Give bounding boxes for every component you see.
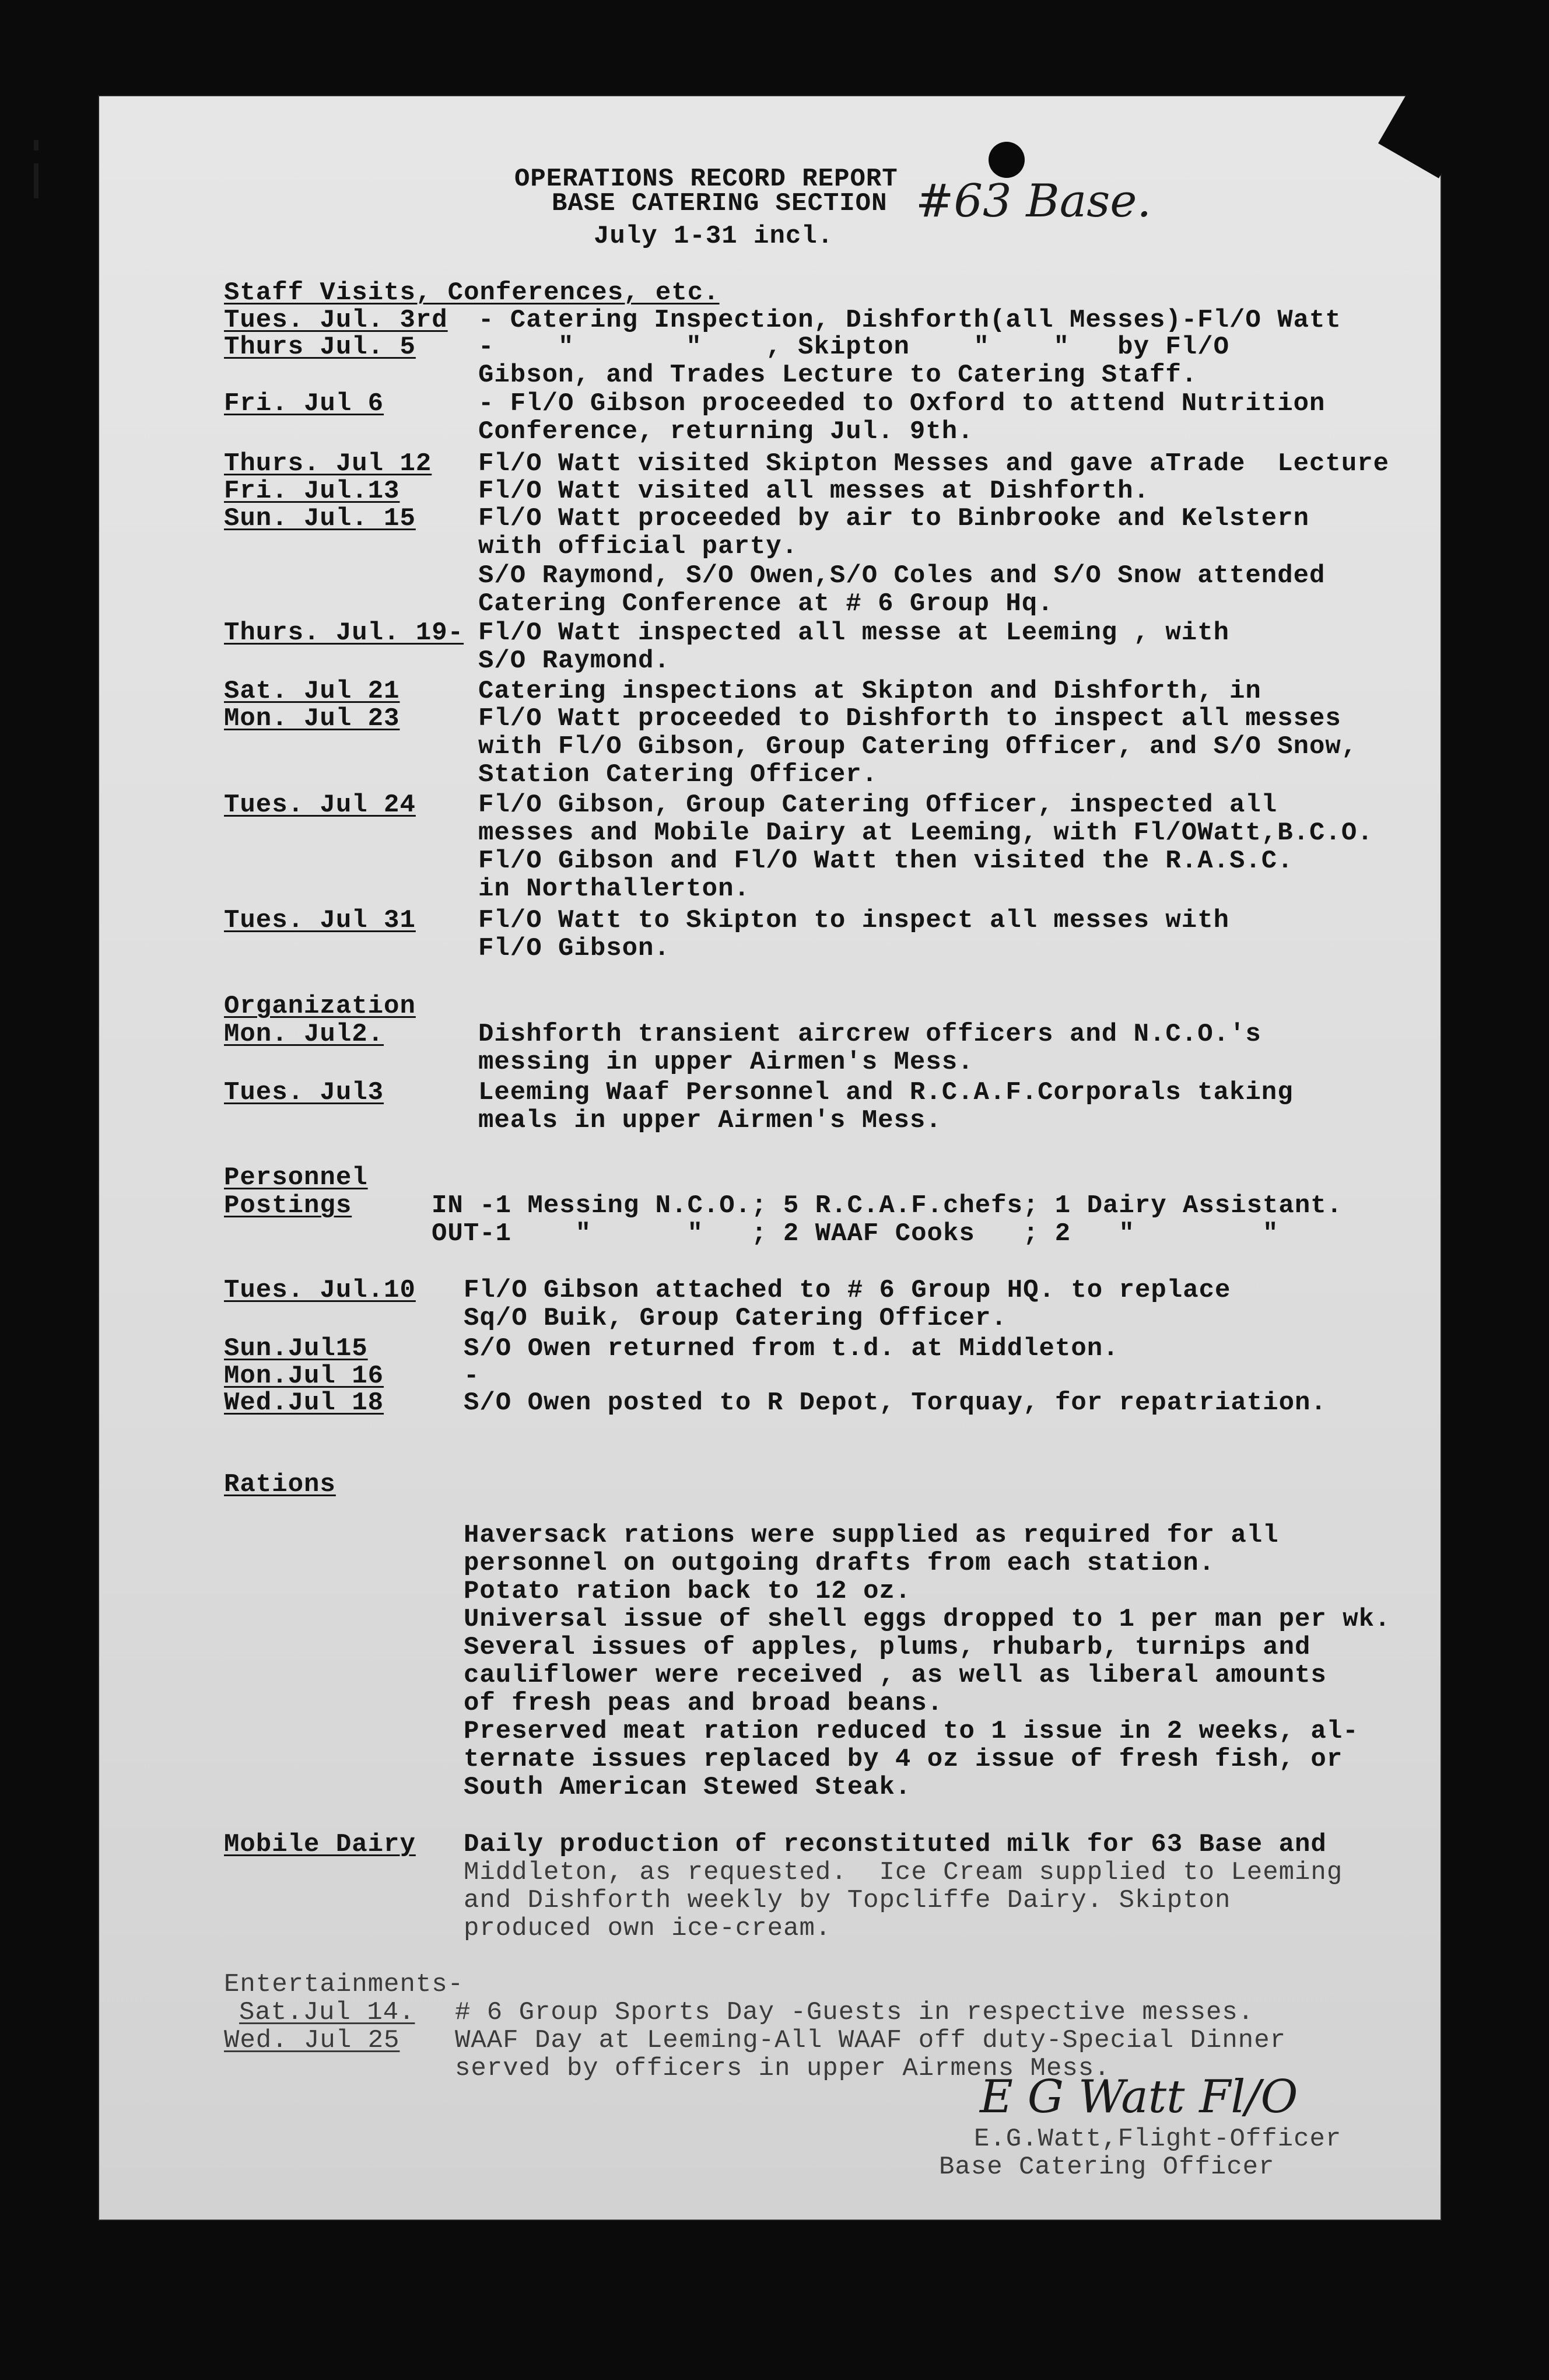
rations-line: Haversack rations were supplied as required for all (464, 1521, 1279, 1550)
entry-text: S/O Owen returned from t.d. at Middleton. (464, 1334, 1119, 1363)
document-page (99, 96, 1441, 2220)
report-period: July 1-31 incl. (594, 222, 834, 251)
rations-line: of fresh peas and broad beans. (464, 1689, 944, 1718)
entry-date: Tues. Jul3 (224, 1078, 384, 1107)
rations-line: Preserved meat ration reduced to 1 issue in 2 weeks, al- (464, 1717, 1359, 1746)
rations-line: South American Stewed Steak. (464, 1773, 912, 1802)
rations-line: ternate issues replaced by 4 oz issue of fresh fish, or (464, 1745, 1343, 1774)
entry-text: Fl/O Gibson, Group Catering Officer, inspected all (478, 790, 1278, 820)
entry-text: # 6 Group Sports Day -Guests in respective messes. (455, 1998, 1254, 2027)
entry-text: Conference, returning Jul. 9th. (478, 417, 974, 446)
dairy-line: and Dishforth weekly by Topcliffe Dairy. Skipton (464, 1886, 1231, 1915)
entry-text: served by officers in upper Airmens Mess. (455, 2054, 1110, 2083)
rations-line: Universal issue of shell eggs dropped to 1 per man per wk. (464, 1605, 1391, 1634)
entry-date: Mon. Jul2. (224, 1020, 384, 1049)
entry-date: Fri. Jul.13 (224, 477, 400, 506)
entry-text: Fl/O Gibson attached to # 6 Group HQ. to replace (464, 1276, 1231, 1305)
postings-label: Postings (224, 1191, 352, 1220)
entry-text: - (464, 1362, 480, 1391)
entry-text: Station Catering Officer. (478, 760, 878, 789)
entry-date: Tues. Jul. 3rd (224, 306, 448, 335)
entry-date: Wed.Jul 18 (224, 1388, 384, 1418)
handwritten-annotation: #63 Base. (916, 175, 1152, 228)
entry-text: Fl/O Watt visited all messes at Dishforth. (478, 477, 1150, 506)
report-title: OPERATIONS RECORD REPORT (514, 164, 898, 194)
entry-date: Tues. Jul.10 (224, 1276, 416, 1305)
entry-text: - Catering Inspection, Dishforth(all Messes)-Fl/O Watt (478, 306, 1341, 335)
entry-text: with Fl/O Gibson, Group Catering Officer, and S/O Snow, (478, 732, 1358, 761)
folded-corner (1378, 72, 1480, 178)
entry-text: messes and Mobile Dairy at Leeming, with Fl/OWatt,B.C.O. (478, 818, 1373, 848)
section-title: BASE CATERING SECTION (552, 189, 888, 218)
dairy-line: Middleton, as requested. Ice Cream supplied to Leeming (464, 1858, 1343, 1887)
rations-heading: Rations (224, 1470, 336, 1499)
organization-heading: Organization (224, 992, 416, 1021)
entry-date: Tues. Jul 24 (224, 790, 416, 820)
entry-text: with official party. (478, 532, 798, 561)
punch-hole (989, 142, 1025, 178)
entry-date: Wed. Jul 25 (224, 2026, 400, 2055)
mobile-dairy-heading: Mobile Dairy (224, 1830, 416, 1859)
entry-text: Gibson, and Trades Lecture to Catering Staff. (478, 360, 1198, 390)
entry-date: Mon.Jul 16 (224, 1362, 384, 1391)
entry-date: Sat. Jul 21 (224, 677, 400, 706)
dairy-line: produced own ice-cream. (464, 1914, 832, 1943)
personnel-heading: Personnel (224, 1163, 368, 1192)
entry-text: S/O Owen posted to R Depot, Torquay, for repatriation. (464, 1388, 1327, 1418)
entry-text: Sq/O Buik, Group Catering Officer. (464, 1304, 1007, 1333)
entry-text: Fl/O Gibson. (478, 934, 670, 963)
entry-text: Fl/O Watt visited Skipton Messes and gave aTrade Lecture (478, 449, 1390, 478)
entry-date: Tues. Jul 31 (224, 906, 416, 935)
scan-mark (34, 140, 38, 150)
entry-text: Fl/O Watt to Skipton to inspect all messes with (478, 906, 1230, 935)
entry-text: Fl/O Watt proceeded to Dishforth to inspect all messes (478, 704, 1341, 733)
entry-text: in Northallerton. (478, 874, 750, 904)
dairy-line: Daily production of reconstituted milk for 63 Base and (464, 1830, 1327, 1859)
entry-text: - Fl/O Gibson proceeded to Oxford to attend Nutrition (478, 389, 1326, 418)
postings-out: OUT-1 " " ; 2 WAAF Cooks ; 2 " " (432, 1219, 1279, 1248)
postings-in: IN -1 Messing N.C.O.; 5 R.C.A.F.chefs; 1 Dairy Assistant. (432, 1191, 1343, 1220)
signatory-name: E.G.Watt,Flight-Officer (974, 2124, 1342, 2154)
entry-date: Thurs Jul. 5 (224, 332, 416, 362)
rations-line: Potato ration back to 12 oz. (464, 1577, 912, 1606)
entry-date: Thurs. Jul 12 (224, 449, 432, 478)
scan-mark (34, 163, 38, 198)
entry-text: WAAF Day at Leeming-All WAAF off duty-Special Dinner (455, 2026, 1287, 2055)
entry-text: Fl/O Watt proceeded by air to Binbrooke and Kelstern (478, 504, 1310, 533)
entry-text: S/O Raymond, S/O Owen,S/O Coles and S/O Snow attended (478, 561, 1326, 590)
entry-text: Leeming Waaf Personnel and R.C.A.F.Corporals taking (478, 1078, 1294, 1107)
entry-text: messing in upper Airmen's Mess. (478, 1048, 974, 1077)
rations-line: personnel on outgoing drafts from each station. (464, 1549, 1215, 1578)
signatory-title: Base Catering Officer (939, 2152, 1275, 2182)
signature: E G Watt Fl/O (980, 2071, 1298, 2123)
entry-text: Dishforth transient aircrew officers and N.C.O.'s (478, 1020, 1261, 1049)
entry-text: S/O Raymond. (478, 646, 670, 676)
entry-date: Thurs. Jul. 19- (224, 618, 464, 648)
staff-visits-heading: Staff Visits, Conferences, etc. (224, 278, 720, 307)
rations-line: cauliflower were received , as well as liberal amounts (464, 1661, 1327, 1690)
entry-date: Fri. Jul 6 (224, 389, 384, 418)
entry-text: meals in upper Airmen's Mess. (478, 1106, 942, 1135)
entry-text: Catering Conference at # 6 Group Hq. (478, 589, 1054, 618)
entry-text: - " " , Skipton " " by Fl/O (478, 332, 1230, 362)
entertainments-heading: Entertainments- (224, 1970, 464, 1999)
entry-date: Sun.Jul15 (224, 1334, 368, 1363)
rations-line: Several issues of apples, plums, rhubarb, turnips and (464, 1633, 1311, 1662)
entry-date: Sun. Jul. 15 (224, 504, 416, 533)
entry-text: Catering inspections at Skipton and Dishforth, in (478, 677, 1261, 706)
entry-date: Mon. Jul 23 (224, 704, 400, 733)
entry-text: Fl/O Gibson and Fl/O Watt then visited the R.A.S.C. (478, 846, 1294, 876)
entry-date: Sat.Jul 14. (239, 1998, 415, 2027)
entry-text: Fl/O Watt inspected all messe at Leeming , with (478, 618, 1230, 648)
